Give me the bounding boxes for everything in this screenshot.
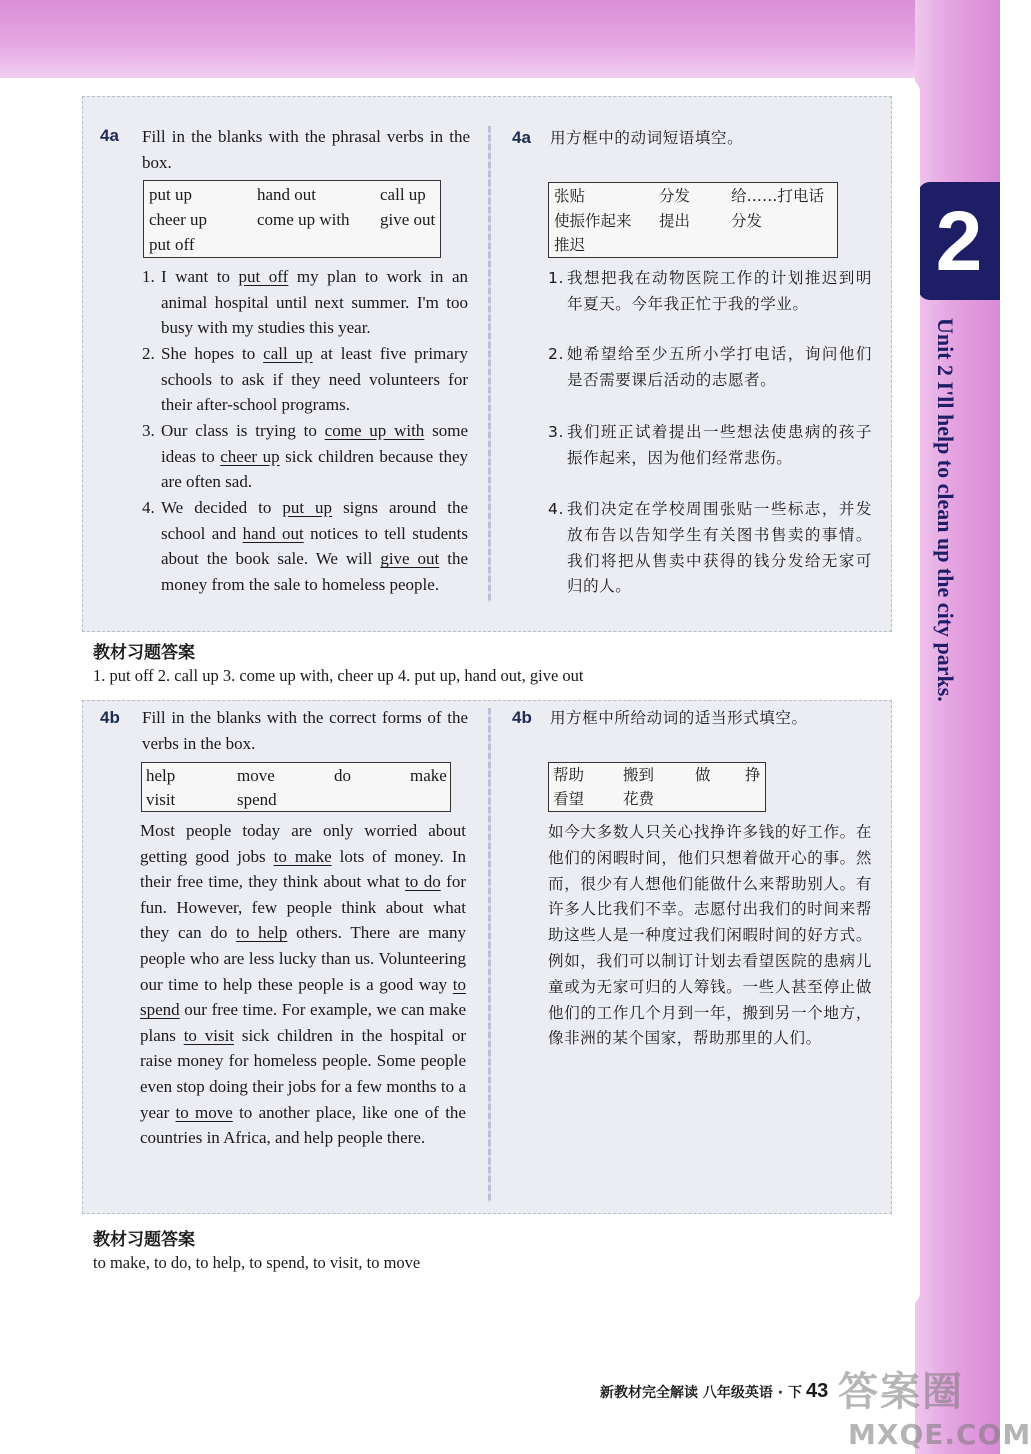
item-text: 我们决定在学校周围张贴一些标志，并发放布告以告知学生有关图书售卖的事情。我们将把从售卖中获得的钱分发给无家可归的人。 bbox=[567, 500, 872, 596]
exercise-4b-tag: 4b bbox=[100, 708, 120, 727]
box-word: 分发 bbox=[659, 187, 691, 205]
item-text: Our class is trying to bbox=[161, 421, 325, 440]
item-text: 我想把我在动物医院工作的计划推迟到明年夏天。今年我正忙于我的学业。 bbox=[567, 269, 872, 313]
item-number: 2. bbox=[548, 345, 564, 363]
verb-box-cn bbox=[548, 762, 766, 812]
answer-blank: put off bbox=[238, 267, 289, 286]
exercise-item bbox=[142, 418, 468, 495]
box-word: 推迟 bbox=[554, 236, 586, 254]
exercise-4b-instruction bbox=[142, 705, 468, 756]
answer-key-4a: 1. put off 2. call up 3. come up with, cheer up 4. put up, hand out, give out bbox=[93, 666, 584, 685]
exercise-4a-cn-instruction: 用方框中的动词短语填空。 bbox=[550, 129, 744, 147]
item-text: 她希望给至少五所小学打电话，询问他们是否需要课后活动的志愿者。 bbox=[567, 345, 872, 389]
answer-blank: to visit bbox=[183, 1025, 235, 1045]
passage-text: others. There are many people who are less lucky than us. Volunteering our time to help these people is a good way bbox=[140, 923, 466, 994]
exercise-4a-cn-tag: 4a bbox=[512, 128, 531, 147]
answer-blank: to move bbox=[175, 1102, 233, 1122]
box-word: give out bbox=[380, 210, 436, 229]
exercise-item-cn bbox=[548, 266, 872, 318]
answer-title-4b: 教材习题答案 bbox=[93, 1230, 195, 1250]
item-text: at least five primary schools to ask if they need volunteers for their after-school programs. bbox=[161, 344, 468, 415]
item-number: 2. bbox=[142, 344, 155, 363]
box-word: 提出 bbox=[659, 212, 691, 230]
answer-blank: to spend bbox=[140, 974, 466, 1020]
box-word: 张贴 bbox=[554, 187, 586, 205]
item-text: signs around the school and bbox=[161, 498, 468, 543]
exercise-item bbox=[142, 341, 468, 418]
column-divider bbox=[488, 708, 491, 1202]
exercise-4a-tag: 4a bbox=[100, 126, 119, 145]
answer-blank: give out bbox=[380, 549, 440, 569]
box-word: do bbox=[334, 766, 351, 785]
exercise-4b-cn-tag: 4b bbox=[512, 708, 532, 727]
book-title: 新教材完全解读 八年级英语 · 下 bbox=[600, 1385, 802, 1401]
answer-blank: come up with bbox=[324, 421, 425, 440]
item-text: I want to bbox=[161, 267, 239, 286]
item-text: my plan to work in an animal hospital until next summer. I'm too busy with my studies this year. bbox=[161, 267, 468, 338]
box-word: make bbox=[410, 766, 447, 785]
item-number: 4. bbox=[548, 500, 564, 518]
watermark-url: MXQE.COM bbox=[848, 1418, 1031, 1451]
item-text: notices to tell students about the book sale. We will bbox=[161, 523, 468, 569]
exercise-item-cn bbox=[548, 497, 872, 600]
box-word: help bbox=[146, 766, 176, 785]
answer-key-4b: to make, to do, to help, to spend, to visit, to move bbox=[93, 1253, 421, 1272]
answer-blank: cheer up bbox=[220, 446, 280, 466]
item-text: 我们班正试着提出一些想法使患病的孩子振作起来，因为他们经常悲伤。 bbox=[567, 423, 872, 467]
exercise-item-cn bbox=[548, 420, 872, 472]
answer-blank: hand out bbox=[242, 523, 304, 543]
watermark-text: 答案圈 bbox=[838, 1369, 964, 1415]
box-word: 挣 bbox=[745, 766, 761, 784]
passage-text: lots of money. In their free time, they think about what bbox=[140, 846, 466, 892]
box-word: put off bbox=[149, 235, 195, 254]
box-word: 分发 bbox=[731, 212, 763, 230]
unit-number-badge bbox=[918, 182, 1000, 300]
box-word: cheer up bbox=[149, 210, 208, 229]
item-text: She hopes to bbox=[161, 344, 264, 363]
item-text: the money from the sale to homeless people. bbox=[161, 549, 468, 594]
top-decorative-band bbox=[0, 0, 1000, 78]
site-watermark bbox=[830, 1360, 1031, 1454]
unit-number: 2 bbox=[935, 194, 983, 288]
item-number: 3. bbox=[142, 421, 155, 440]
column-divider bbox=[488, 126, 491, 602]
item-number: 4. bbox=[142, 498, 155, 517]
box-word: spend bbox=[237, 790, 277, 809]
box-word: 看望 bbox=[553, 790, 585, 808]
instruction-text: Fill in the blanks with the correct forms of the verbs in the box. bbox=[142, 708, 468, 753]
instruction-text: Fill in the blanks with the phrasal verbs in the box. bbox=[142, 127, 470, 172]
box-word: move bbox=[237, 766, 275, 785]
answer-blank: call up bbox=[263, 344, 313, 363]
exercise-item-cn bbox=[548, 342, 872, 394]
item-number: 3. bbox=[548, 423, 564, 441]
box-word: 使振作起来 bbox=[554, 212, 632, 230]
answer-blank: to help bbox=[236, 923, 288, 943]
answer-blank: to do bbox=[405, 872, 441, 892]
item-text: We decided to bbox=[161, 498, 283, 517]
phrasal-verb-box-cn bbox=[548, 182, 838, 258]
item-text: sick children because they are often sad. bbox=[161, 446, 468, 492]
answer-blank: to make bbox=[273, 846, 332, 866]
passage-text: sick children in the hospital or raise money for homeless people. Some people even stop doing their jobs for a few months to a year bbox=[140, 1025, 466, 1122]
box-word: hand out bbox=[257, 185, 317, 204]
box-word: 帮助 bbox=[553, 766, 585, 784]
box-word: come up with bbox=[257, 210, 350, 229]
passage-text: for fun. However, few people think about what they can do bbox=[140, 872, 466, 943]
box-word: put up bbox=[149, 185, 192, 204]
exercise-item bbox=[142, 264, 468, 341]
passage-text: to another place, like one of the countries in Africa, and help people there. bbox=[140, 1102, 466, 1148]
passage-text: our free time. For example, we can make plans bbox=[140, 1000, 466, 1045]
exercise-item bbox=[142, 495, 468, 597]
passage-text: Most people today are only worried about getting good jobs bbox=[140, 821, 466, 866]
box-word: visit bbox=[146, 790, 176, 809]
exercise-4b-cn-instruction: 用方框中所给动词的适当形式填空。 bbox=[550, 709, 808, 727]
unit-title: Unit 2 I'll help to clean up the city parks. bbox=[933, 318, 958, 702]
box-word: call up bbox=[380, 185, 426, 204]
exercise-4a-instruction bbox=[142, 124, 470, 175]
item-number: 1. bbox=[142, 267, 155, 286]
answer-blank: put up bbox=[282, 498, 333, 517]
phrasal-verb-box bbox=[143, 180, 441, 258]
passage-4b bbox=[140, 818, 466, 1151]
box-word: 花费 bbox=[623, 790, 655, 808]
box-word: 做 bbox=[695, 766, 711, 784]
page-number: 43 bbox=[805, 1380, 829, 1402]
box-word: 搬到 bbox=[623, 766, 655, 784]
passage-4b-cn: 如今大多数人只关心找挣许多钱的好工作。在他们的闲暇时间，他们只想着做开心的事。然而，很少有人想他们能做什么来帮助别人。有许多人比我们不幸。志愿付出我们的时间来帮助这些人是一种度过我们闲暇时间的好方式。例如，我们可以制订计划去看望医院的患病儿童或为无家可归的人筹钱。一些人甚至停止做他们的工作几个月到一年，搬到另一个地方，像非洲的某个国家，帮助那里的人们。 bbox=[548, 823, 872, 1048]
answer-title-4a: 教材习题答案 bbox=[93, 643, 195, 663]
box-word: 给……打电话 bbox=[731, 187, 825, 205]
item-text: some ideas to bbox=[161, 421, 468, 466]
item-number: 1. bbox=[548, 269, 564, 287]
verb-box bbox=[141, 762, 451, 812]
